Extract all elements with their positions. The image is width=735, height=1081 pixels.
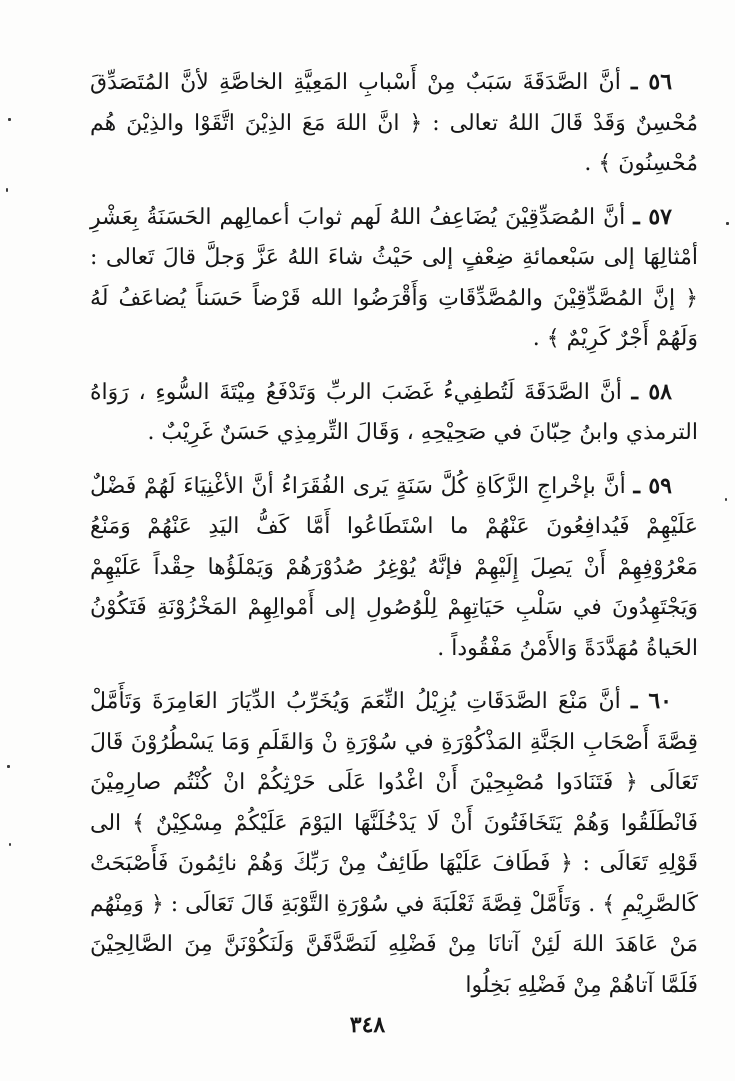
paragraph-60 <box>90 681 698 1006</box>
paragraph-number: ٥٨ ـ <box>631 378 672 405</box>
paragraph-58 <box>90 372 698 454</box>
scan-speck <box>725 498 727 501</box>
paragraph-text: أنَّ بإخْراجِ الزَّكَاةِ كُلَّ سَنَةٍ يَرى الفُقَرَاءُ أنَّ الأغْنِيَاءَ لَهُمْ فَضْلٌ عَلَيْهِمْ فَيُدافِعُونَ عَنْهُمْ ما اسْتَطَاعُوا أَمَّا كَفُّ اليَدِ عَنْهُمْ وَمَنْعُ مَعْرُوْفِهِمْ أَنْ يَصِلَ إِلَيْهِمْ فإنَّهُ يُوْغِرُ صُدُوْرَهُمْ وَيَمْلَؤُها حِقْداً عَلَيْهِمْ وَيَجْتَهِدُونَ في سَلْبِ حَيَاتِهِمْ لِلْوُصُولِ إلى أَمْوالِهِمْ المَخْزُوْنَةِ فَتَكُوْنُ الحَياةُ مُهَدَّدَةً وَالأَمْنُ مَفْقُوداً . <box>90 473 698 661</box>
paragraph-59 <box>90 466 698 670</box>
scan-speck <box>9 843 11 846</box>
scan-speck <box>7 765 10 768</box>
paragraph-text: أنَّ الصَّدَقَةَ لَتُطفِيءُ غَضَبَ الربِّ وَتَدْفَعُ مِيْتَةَ السُّوءِ ، رَوَاهُ الترمذي وابنُ حِبّانَ في صَحِيْحِهِ ، وَقَالَ التِّرمِذِي حَسَنٌ غَرِيْبٌ . <box>90 379 698 445</box>
paragraph-57 <box>90 197 698 360</box>
paragraph-number: ٦٠ ـ <box>630 688 672 714</box>
paragraph-number: ٥٧ ـ <box>633 203 672 230</box>
page-number: ٣٤٨ <box>349 1012 386 1038</box>
paragraph-number: ٥٦ ـ <box>631 69 673 95</box>
paragraph-text: أنَّ المُصَدِّقِيْنَ يُضَاعِفُ اللهُ لَهم ثوابَ أعمالِهم الحَسَنَةُ بِعَشْرِ أمْثالِهَا إلى سَبْعمائةِ ضِعْفٍ إلى حَيْثُ شاءَ اللهُ عَزَّ وَجلَّ قالَ تَعالى : ﴿ إنَّ المُصَّدِّقِيْنَ والمُصَّدِّقَاتِ وَأَقْرَضُوا الله قَرْضاً حَسَناً يُضاعَفُ لَهُ وَلَهُمْ أَجْرٌ كَرِيْمٌ ﴾ . <box>90 204 698 351</box>
scan-speck <box>8 118 11 121</box>
scan-speck <box>726 222 729 225</box>
page-body <box>90 62 698 1018</box>
paragraph-number: ٥٩ ـ <box>633 472 672 499</box>
paragraph-text: أنَّ الصَّدَقَةَ سَبَبٌ مِنْ أَسْبابِ المَعِيَّةِ الخاصَّةِ لأنَّ المُتَصَدِّقَ مُحْسِنٌ وَقَدْ قَالَ اللهُ تعالى : ﴿ انَّ اللهَ مَعَ الذِيْنَ اتَّقَوْا والذِيْنَ هُم مُحْسِنُونَ ﴾ . <box>90 70 698 176</box>
paragraph-56 <box>90 62 698 185</box>
paragraph-text: أنَّ مَنْعَ الصَّدَقَاتِ يُزِيْلُ النِّعَمَ وَيُخَرِّبُ الدِّيَارَ العَامِرَةَ وَتَأَمَّلْ قِصَّةَ أَصْحَابِ الجَنَّةِ المَذْكُوْرَةِ في سُوْرَةِ نْ وَالقَلَمِ وَمَا يَسْطُرُوْنَ قَالَ تَعَالَى ﴿ فَتَنَادَوا مُصْبِحِيْنَ أَنْ اغْدُوا عَلَى حَرْثِكُمْ انْ كُنْتُم صارِمِيْنَ فَانْطَلَقُوا وَهُمْ يَتَخَافَتُونَ أَنْ لَا يَدْخُلَنَّهَا اليَوْمَ عَلَيْكُمْ مِسْكِيْنٌ ﴾ الى قَوْلِهِ تَعَالَى : ﴿ فَطَافَ عَلَيْهَا طَائِفٌ مِنْ رَبِّكَ وَهُمْ نائِمُونَ فَأَصْبَحَتْ كَالصَّرِيْمِ ﴾ . وَتَأَمَّلْ قِصَّةَ ثَعْلَبَةَ في سُوْرَةِ التَّوْبَةِ قَالَ تَعَالَى : ﴿ وَمِنْهُم مَنْ عَاهَدَ اللهَ لَئِنْ آتانَا مِنْ فَضْلِهِ لَنَصَّدَّقَنَّ وَلَنَكُوْنَنَّ مِنَ الصَّالِحِيْنَ فَلَمَّا آتاهُمْ مِنْ فَضْلِهِ بَخِلُوا <box>90 689 698 998</box>
scan-speck <box>6 188 8 192</box>
